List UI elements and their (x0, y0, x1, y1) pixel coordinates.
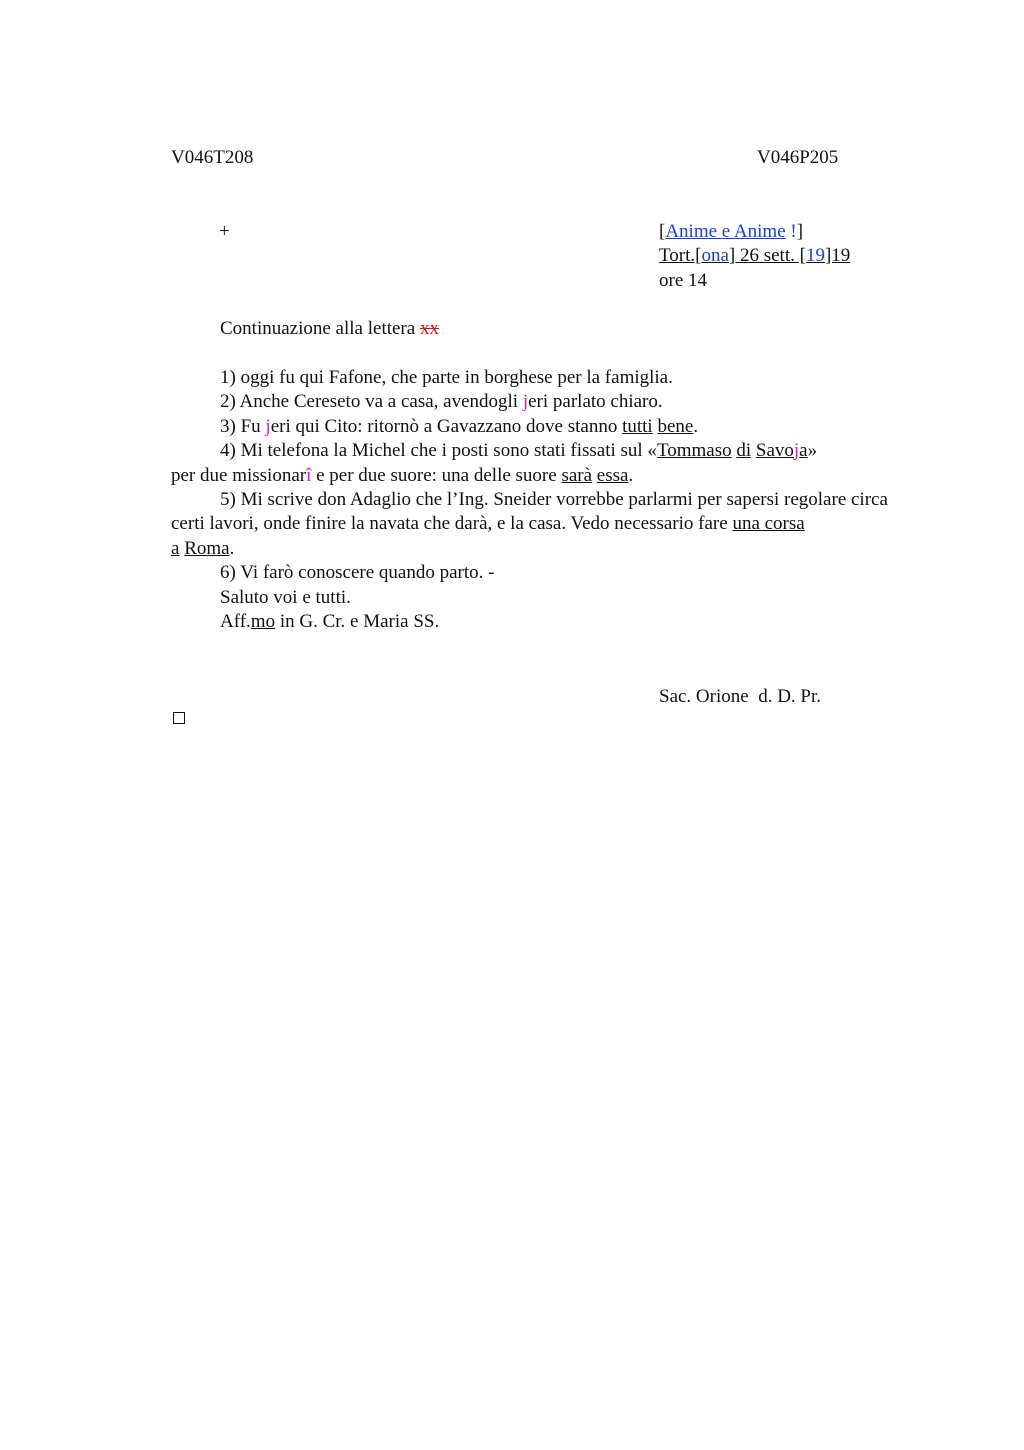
item-2: 2) Anche Cereseto va a casa, avendogli jeri parlato chiaro. (220, 391, 663, 413)
checkbox-empty-icon (173, 712, 185, 724)
item-4: 4) Mi telefona la Michel che i posti sono stati fissati sul «Tommaso di Savoja» per due missionarî e per due suore: una delle suore sarà essa. (171, 440, 818, 486)
year-link[interactable]: 19 (805, 245, 825, 266)
place-mid: ] 26 sett. [ (728, 245, 806, 266)
intro-text: Continuazione alla lettera (220, 318, 420, 339)
place-date-line (659, 244, 850, 268)
item-1: 1) oggi fu qui Fafone, che parte in borghese per la famiglia. (220, 367, 673, 388)
place-link[interactable]: ona (701, 245, 729, 266)
struck-text: xx (419, 318, 439, 339)
bracket-close: ] (796, 221, 804, 242)
cross-mark: + (219, 221, 230, 242)
item-6: 6) Vi farò conoscere quando parto. - (220, 562, 495, 584)
intro-line (220, 317, 439, 341)
anime-link[interactable]: Anime e Anime (665, 221, 786, 242)
year-suffix: ]19 (824, 245, 851, 266)
document-code-right: V046P205 (757, 147, 839, 168)
place-prefix: Tort.[ (659, 245, 702, 266)
time-line: ore 14 (659, 270, 708, 291)
item-5: 5) Mi scrive don Adaglio che l’Ing. Sneider vorrebbe parlarmi per sapersi regolare circa certi lavori, onde finire la navata che darà, e la casa. Vedo necessario fare una corsa a Roma. (171, 489, 888, 559)
closing: Aff.mo in G. Cr. e Maria SS. (220, 611, 440, 633)
item-3: 3) Fu jeri qui Cito: ritornò a Gavazzano dove stanno tutti bene. (220, 415, 699, 437)
bang-mark: ! (790, 221, 797, 242)
letter-body (171, 366, 906, 634)
bracket-open: [ (659, 221, 666, 242)
title-line (659, 220, 803, 244)
document-code-left: V046T208 (171, 147, 254, 168)
signature: Sac. Orione d. D. Pr. (659, 686, 822, 707)
greeting: Saluto voi e tutti. (220, 586, 351, 608)
